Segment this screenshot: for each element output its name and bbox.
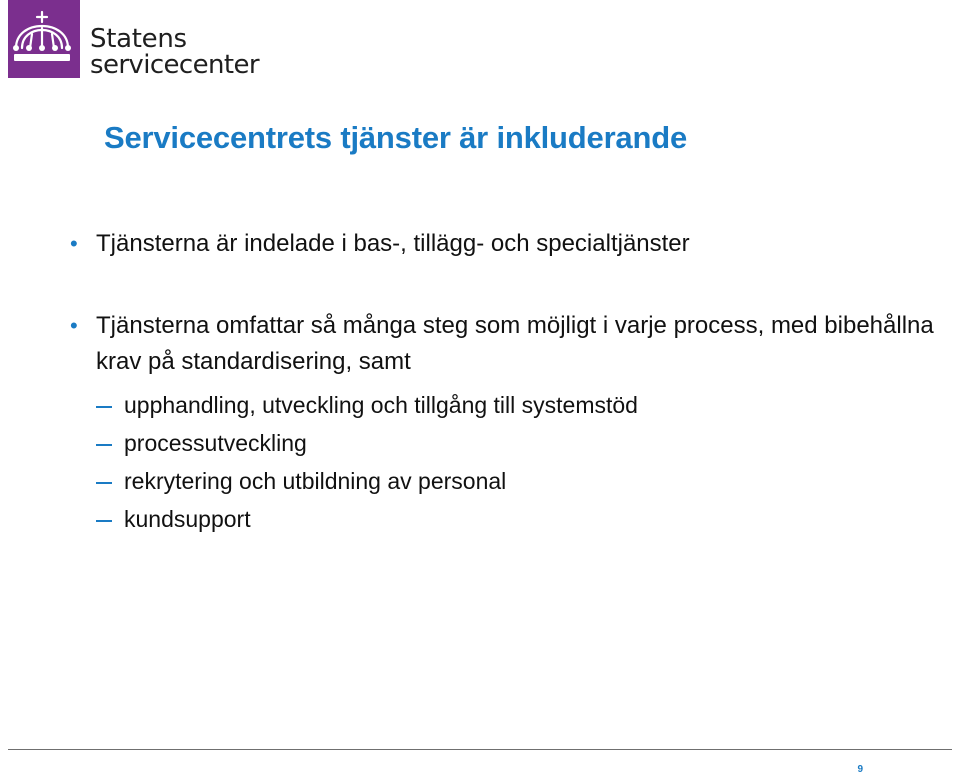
sub-item-text: upphandling, utveckling och tillgång till systemstöd <box>124 392 638 418</box>
bullet-text: Tjänsterna är indelade i bas-, tillägg- och specialtjänster <box>96 230 690 257</box>
sub-item-text: kundsupport <box>124 506 251 532</box>
dash-icon <box>96 482 112 484</box>
sub-item <box>66 500 936 538</box>
slide-title: Servicecentrets tjänster är inkluderande <box>104 120 687 155</box>
sub-item <box>66 424 936 462</box>
bullet-item <box>66 308 936 380</box>
dash-icon <box>96 406 112 408</box>
page-number: 9 <box>857 764 863 775</box>
sub-item <box>66 462 936 500</box>
sub-list <box>66 386 936 538</box>
logo-wordmark <box>90 26 259 78</box>
bullet-icon: • <box>70 231 78 256</box>
bullet-icon: • <box>70 313 78 338</box>
logo-mark <box>8 0 80 78</box>
bullet-text: Tjänsterna omfattar så många steg som möjligt i varje process, med bibehållna krav på standardisering, samt <box>96 312 934 375</box>
footer-divider <box>8 749 952 750</box>
sub-item <box>66 386 936 424</box>
slide-body <box>66 226 936 538</box>
logo-line-2: servicecenter <box>90 50 259 80</box>
logo-line-1: Statens <box>90 24 187 54</box>
dash-icon <box>96 444 112 446</box>
dash-icon <box>96 520 112 522</box>
sub-item-text: processutveckling <box>124 430 307 456</box>
crown-icon <box>8 0 80 78</box>
sub-item-text: rekrytering och utbildning av personal <box>124 468 507 494</box>
bullet-item <box>66 226 936 262</box>
